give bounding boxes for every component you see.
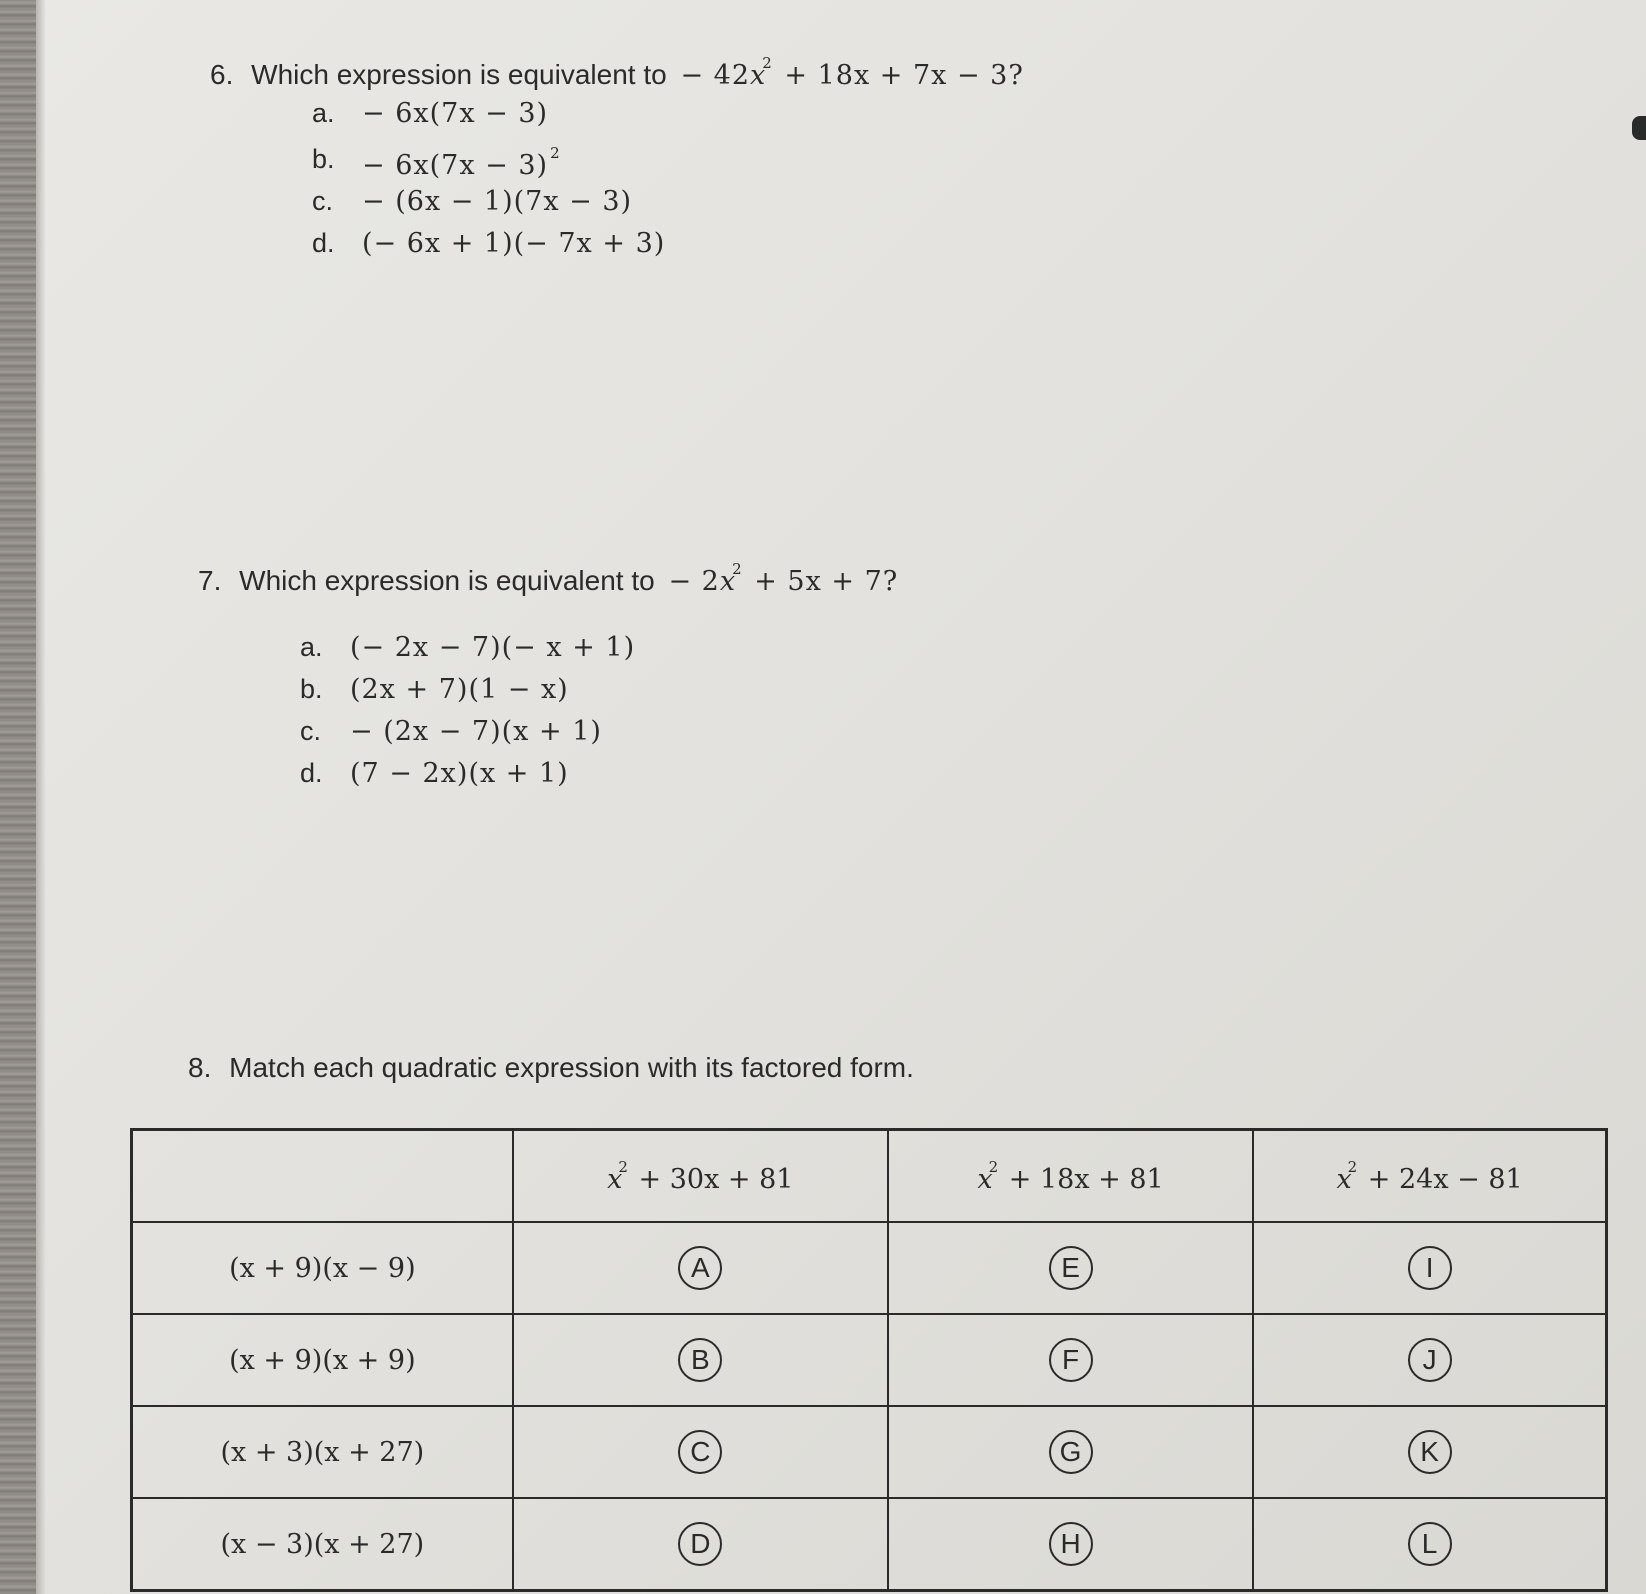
factored-form: (x + 9)(x − 9) (132, 1222, 513, 1314)
paper-shadow (36, 0, 46, 1594)
question-number: 8. (188, 1052, 212, 1083)
binder-clip (1632, 116, 1646, 140)
option-expression: (− 6x + 1)(− 7x + 3) (362, 228, 666, 259)
option-label: c. (312, 186, 334, 216)
choice-cell[interactable] (513, 1222, 888, 1314)
choice-bubble[interactable]: E (1049, 1246, 1093, 1290)
table-row (132, 1498, 1607, 1591)
factored-form: (x + 3)(x + 27) (132, 1406, 513, 1498)
choice-bubble[interactable]: I (1408, 1246, 1452, 1290)
column-header: $x^2 + 24x - 81$ (1253, 1130, 1606, 1223)
option-expression: (− 2x − 7)(− x + 1) (350, 632, 636, 663)
question-8 (188, 1052, 914, 1084)
choice-bubble[interactable]: H (1049, 1522, 1093, 1566)
factored-form: (x − 3)(x + 27) (132, 1498, 513, 1591)
option-label: c. (300, 716, 322, 746)
table-header-row (132, 1130, 1607, 1223)
option-expression: (2x + 7)(1 − x) (350, 674, 569, 705)
choice-bubble[interactable]: L (1408, 1522, 1452, 1566)
choice-bubble[interactable]: D (678, 1522, 722, 1566)
question-7 (198, 560, 898, 597)
choice-bubble[interactable]: G (1049, 1430, 1093, 1474)
option-label: a. (300, 632, 323, 662)
option-label: b. (312, 144, 335, 174)
choice-cell[interactable] (888, 1222, 1253, 1314)
choice-cell[interactable] (888, 1406, 1253, 1498)
option-expression: − (2x − 7)(x + 1) (350, 716, 602, 747)
question-expression: − $42x^2 + 18x + 7x - 3$? (680, 54, 1024, 91)
table-row (132, 1406, 1607, 1498)
question-number: 6. (210, 59, 234, 90)
matching-table (130, 1128, 1608, 1592)
table-surface-edge (0, 0, 36, 1594)
question-number: 7. (198, 565, 222, 596)
column-header: $x^2 + 18x + 81$ (888, 1130, 1253, 1223)
choice-bubble[interactable]: J (1408, 1338, 1452, 1382)
choice-cell[interactable] (1253, 1314, 1606, 1406)
choice-cell[interactable] (1253, 1222, 1606, 1314)
option-label: a. (312, 98, 335, 128)
table-row (132, 1222, 1607, 1314)
choice-cell[interactable] (1253, 1406, 1606, 1498)
choice-cell[interactable] (888, 1498, 1253, 1591)
option-expression: − 6x(7x − 3) $^2$ (362, 144, 561, 181)
choice-bubble[interactable]: F (1049, 1338, 1093, 1382)
table-row (132, 1314, 1607, 1406)
choice-bubble[interactable]: B (678, 1338, 722, 1382)
option-expression: − 6x(7x − 3) (362, 98, 549, 129)
option-expression: − (6x − 1)(7x − 3) (362, 186, 633, 217)
choice-cell[interactable] (888, 1314, 1253, 1406)
choice-cell[interactable] (513, 1314, 888, 1406)
choice-bubble[interactable]: K (1408, 1430, 1452, 1474)
option-label: d. (312, 228, 335, 258)
option-label: d. (300, 758, 323, 788)
choice-bubble[interactable]: A (678, 1246, 722, 1290)
question-text: Which expression is equivalent to (239, 565, 655, 596)
choice-cell[interactable] (1253, 1498, 1606, 1591)
question-text: Which expression is equivalent to (251, 59, 667, 90)
question-6 (210, 54, 1024, 91)
choice-bubble[interactable]: C (678, 1430, 722, 1474)
choice-cell[interactable] (513, 1406, 888, 1498)
empty-corner-cell (132, 1130, 513, 1223)
option-expression: (7 − 2x)(x + 1) (350, 758, 569, 789)
question-text: Match each quadratic expression with its factored form. (229, 1052, 914, 1083)
choice-cell[interactable] (513, 1498, 888, 1591)
column-header: $x^2 + 30x + 81$ (513, 1130, 888, 1223)
question-expression: − $2x^2 + 5x + 7$? (668, 560, 899, 597)
option-label: b. (300, 674, 323, 704)
factored-form: (x + 9)(x + 9) (132, 1314, 513, 1406)
